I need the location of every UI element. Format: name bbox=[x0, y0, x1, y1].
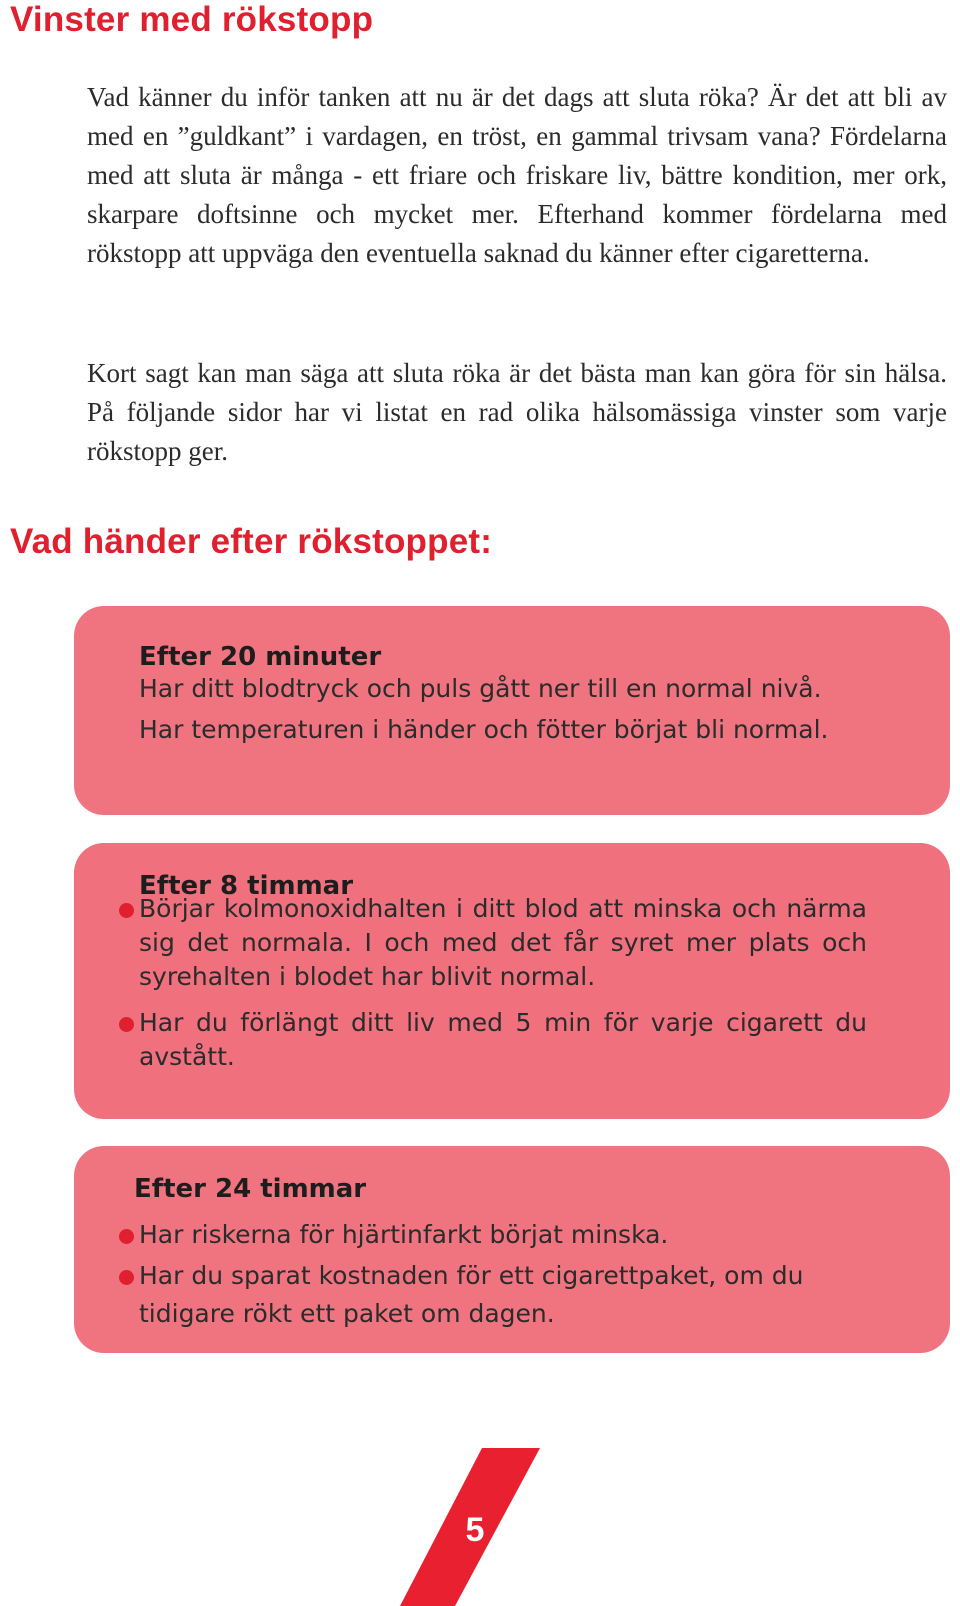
list-item bbox=[139, 1257, 867, 1333]
page-title: Vinster med rökstopp bbox=[10, 0, 374, 39]
list-item-text: Börjar kolmonoxidhalten i ditt blod att minska och närma sig det normala. I och med det får syret mer plats och syrehalten i blodet har blivit normal. bbox=[139, 894, 867, 991]
list-item-text: Har riskerna för hjärtinfarkt börjat minska. bbox=[139, 1220, 669, 1249]
bullet-dot-icon bbox=[119, 1270, 134, 1285]
info-box-title: Efter 20 minuter bbox=[139, 642, 382, 672]
intro-paragraph: Vad känner du inför tanken att nu är det dags att sluta röka? Är det att bli av med en ”guldkant” i vardagen, en tröst, en gammal trivsam vana? Fördelarna med att sluta är många - ett friare och friskare liv, bättre kondition, mer ork, skarpare doftsinne och mycket mer. Efterhand kommer fördelarna med rökstopp att uppväga den eventuella saknad du känner efter cigaretterna. bbox=[87, 82, 947, 268]
section-heading: Vad händer efter rökstoppet: bbox=[10, 522, 493, 561]
summary-paragraph: Kort sagt kan man säga att sluta röka är det bästa man kan göra för sin hälsa. På följande sidor har vi listat en rad olika hälsomässiga vinster som varje rökstopp ger. bbox=[87, 358, 947, 466]
bullet-dot-icon bbox=[119, 1229, 134, 1244]
bullet-dot-icon bbox=[119, 1017, 134, 1032]
info-box-24-hours bbox=[74, 1146, 950, 1353]
info-line: Har ditt blodtryck och puls gått ner till en normal nivå. bbox=[139, 674, 822, 703]
list-item bbox=[139, 1216, 867, 1254]
list-item-text: Har du sparat kostnaden för ett cigarettpaket, om du tidigare rökt ett paket om dagen. bbox=[139, 1261, 804, 1328]
info-box-title: Efter 8 timmar bbox=[139, 871, 354, 901]
bullet-dot-icon bbox=[119, 903, 134, 918]
page-number-tab bbox=[400, 1448, 550, 1606]
page-number: 5 bbox=[465, 1511, 485, 1549]
info-box-20-minutes bbox=[74, 606, 950, 815]
info-box-title: Efter 24 timmar bbox=[134, 1174, 367, 1204]
info-line: Har temperaturen i händer och fötter börjat bli normal. bbox=[139, 715, 829, 744]
info-box-8-hours bbox=[74, 843, 950, 1119]
list-item-text: Har du förlängt ditt liv med 5 min för varje cigarett du avstått. bbox=[139, 1008, 867, 1071]
list-item bbox=[139, 1006, 867, 1074]
list-item bbox=[139, 892, 867, 994]
